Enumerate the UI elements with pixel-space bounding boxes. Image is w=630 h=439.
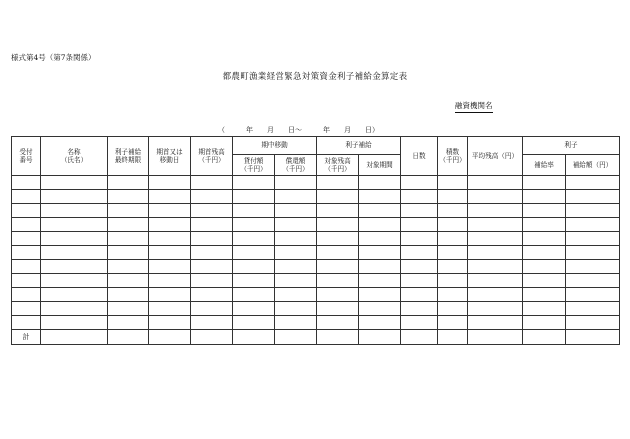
table-cell[interactable]	[275, 218, 317, 232]
table-cell[interactable]	[566, 288, 620, 302]
table-cell[interactable]	[191, 232, 233, 246]
table-cell[interactable]	[12, 218, 41, 232]
table-cell[interactable]	[359, 274, 401, 288]
table-cell[interactable]	[275, 190, 317, 204]
table-cell[interactable]	[41, 246, 108, 260]
table-cell[interactable]	[149, 246, 191, 260]
table-row	[12, 288, 620, 302]
table-cell[interactable]	[233, 218, 275, 232]
header-subsidy-deadline: 利子補給 最終期限	[108, 137, 149, 176]
calculation-period: （ 年 月 日〜 年 月 日）	[218, 126, 379, 134]
table-cell[interactable]	[468, 302, 523, 316]
total-cell[interactable]	[523, 330, 566, 345]
table-cell[interactable]	[191, 218, 233, 232]
table-cell[interactable]	[191, 190, 233, 204]
table-cell[interactable]	[523, 232, 566, 246]
table-cell[interactable]	[317, 288, 359, 302]
table-cell[interactable]	[12, 246, 41, 260]
table-cell[interactable]	[438, 274, 468, 288]
table-cell[interactable]	[317, 190, 359, 204]
total-cell[interactable]	[108, 330, 149, 345]
table-cell[interactable]	[468, 232, 523, 246]
table-cell[interactable]	[108, 232, 149, 246]
table-cell[interactable]	[468, 246, 523, 260]
table-cell[interactable]	[401, 260, 438, 274]
interest-subsidy-table	[11, 136, 620, 345]
table-cell[interactable]	[41, 218, 108, 232]
table-cell[interactable]	[438, 232, 468, 246]
table-cell[interactable]	[523, 302, 566, 316]
table-cell[interactable]	[149, 190, 191, 204]
table-cell[interactable]	[317, 246, 359, 260]
table-cell[interactable]	[401, 302, 438, 316]
header-days: 日数	[401, 137, 438, 176]
total-cell[interactable]	[149, 330, 191, 345]
table-cell[interactable]	[12, 274, 41, 288]
table-row	[12, 176, 620, 190]
table-cell[interactable]	[523, 190, 566, 204]
table-cell[interactable]	[149, 288, 191, 302]
table-cell[interactable]	[12, 232, 41, 246]
table-cell[interactable]	[523, 218, 566, 232]
total-cell[interactable]	[41, 330, 108, 345]
table-cell[interactable]	[41, 302, 108, 316]
table-cell[interactable]	[523, 274, 566, 288]
total-cell[interactable]	[468, 330, 523, 345]
header-opening-balance: 期首残高 （千円）	[191, 137, 233, 176]
table-cell[interactable]	[149, 176, 191, 190]
table-cell[interactable]	[438, 204, 468, 218]
table-cell[interactable]	[41, 176, 108, 190]
table-cell[interactable]	[149, 274, 191, 288]
table-cell[interactable]	[233, 176, 275, 190]
table-cell[interactable]	[401, 204, 438, 218]
table-cell[interactable]	[108, 204, 149, 218]
table-cell[interactable]	[317, 232, 359, 246]
table-cell[interactable]	[566, 218, 620, 232]
table-cell[interactable]	[233, 260, 275, 274]
table-cell[interactable]	[523, 288, 566, 302]
table-cell[interactable]	[191, 288, 233, 302]
table-cell[interactable]	[401, 218, 438, 232]
table-cell[interactable]	[523, 260, 566, 274]
table-cell[interactable]	[438, 246, 468, 260]
table-row	[12, 260, 620, 274]
table-cell[interactable]	[41, 316, 108, 330]
header-subsidy-group: 利子補給	[317, 137, 401, 155]
table-cell[interactable]	[108, 218, 149, 232]
table-cell[interactable]	[233, 274, 275, 288]
table-cell[interactable]	[468, 204, 523, 218]
table-cell[interactable]	[566, 232, 620, 246]
table-cell[interactable]	[149, 204, 191, 218]
table-cell[interactable]	[359, 232, 401, 246]
table-cell[interactable]	[401, 190, 438, 204]
table-cell[interactable]	[275, 176, 317, 190]
header-accumulated: 積数 （千円）	[438, 137, 468, 176]
table-cell[interactable]	[317, 316, 359, 330]
table-cell[interactable]	[566, 190, 620, 204]
header-target-period: 対象期間	[359, 155, 401, 176]
table-cell[interactable]	[566, 204, 620, 218]
table-cell[interactable]	[149, 232, 191, 246]
table-cell[interactable]	[12, 302, 41, 316]
table-cell[interactable]	[468, 316, 523, 330]
table-cell[interactable]	[149, 260, 191, 274]
total-cell[interactable]	[191, 330, 233, 345]
table-cell[interactable]	[438, 288, 468, 302]
table-cell[interactable]	[566, 316, 620, 330]
table-cell[interactable]	[41, 232, 108, 246]
table-cell[interactable]	[401, 176, 438, 190]
table-cell[interactable]	[566, 274, 620, 288]
table-cell[interactable]	[566, 302, 620, 316]
table-cell[interactable]	[12, 260, 41, 274]
table-cell[interactable]	[438, 190, 468, 204]
table-cell[interactable]	[108, 316, 149, 330]
table-cell[interactable]	[468, 260, 523, 274]
total-label: 計	[12, 330, 41, 345]
table-cell[interactable]	[191, 260, 233, 274]
table-cell[interactable]	[523, 246, 566, 260]
table-cell[interactable]	[41, 288, 108, 302]
table-cell[interactable]	[438, 302, 468, 316]
total-cell[interactable]	[317, 330, 359, 345]
table-cell[interactable]	[275, 246, 317, 260]
table-cell[interactable]	[12, 316, 41, 330]
table-row	[12, 232, 620, 246]
table-cell[interactable]	[275, 260, 317, 274]
table-row	[12, 316, 620, 330]
table-cell[interactable]	[468, 274, 523, 288]
table-row	[12, 190, 620, 204]
table-cell[interactable]	[12, 190, 41, 204]
document-title: 都農町漁業経営緊急対策資金利子補給金算定表	[222, 72, 408, 82]
table-cell[interactable]	[41, 190, 108, 204]
header-target-balance: 対象残高 （千円）	[317, 155, 359, 176]
table-cell[interactable]	[359, 246, 401, 260]
table-cell[interactable]	[317, 302, 359, 316]
table-row	[12, 274, 620, 288]
table-cell[interactable]	[233, 302, 275, 316]
table-cell[interactable]	[438, 176, 468, 190]
total-cell[interactable]	[566, 330, 620, 345]
table-cell[interactable]	[149, 316, 191, 330]
table-cell[interactable]	[438, 260, 468, 274]
table-cell[interactable]	[523, 176, 566, 190]
table-cell[interactable]	[468, 176, 523, 190]
table-cell[interactable]	[566, 246, 620, 260]
total-cell[interactable]	[401, 330, 438, 345]
table-cell[interactable]	[275, 274, 317, 288]
table-cell[interactable]	[108, 274, 149, 288]
table-cell[interactable]	[41, 274, 108, 288]
table-cell[interactable]	[191, 302, 233, 316]
table-cell[interactable]	[523, 316, 566, 330]
table-cell[interactable]	[108, 288, 149, 302]
table-cell[interactable]	[317, 260, 359, 274]
table-cell[interactable]	[359, 176, 401, 190]
table-cell[interactable]	[12, 204, 41, 218]
header-average-balance: 平均残高（円）	[468, 137, 523, 176]
table-cell[interactable]	[438, 218, 468, 232]
table-cell[interactable]	[401, 246, 438, 260]
table-cell[interactable]	[233, 190, 275, 204]
header-repayment-amount: 償還額 （千円）	[275, 155, 317, 176]
header-loan-amount: 貸付額 （千円）	[233, 155, 275, 176]
table-cell[interactable]	[359, 190, 401, 204]
table-cell[interactable]	[191, 204, 233, 218]
table-cell[interactable]	[275, 316, 317, 330]
table-cell[interactable]	[359, 260, 401, 274]
table-cell[interactable]	[233, 288, 275, 302]
table-cell[interactable]	[317, 176, 359, 190]
table-cell[interactable]	[12, 176, 41, 190]
table-cell[interactable]	[317, 204, 359, 218]
table-cell[interactable]	[108, 302, 149, 316]
table-cell[interactable]	[359, 218, 401, 232]
total-row	[12, 330, 620, 345]
header-start-or-move-date: 期首又は 移動日	[149, 137, 191, 176]
table-cell[interactable]	[41, 204, 108, 218]
table-cell[interactable]	[401, 316, 438, 330]
table-cell[interactable]	[191, 274, 233, 288]
header-receipt-no: 受付 番号	[12, 137, 41, 176]
table-cell[interactable]	[233, 204, 275, 218]
table-cell[interactable]	[12, 288, 41, 302]
table-cell[interactable]	[468, 288, 523, 302]
table-cell[interactable]	[41, 260, 108, 274]
table-cell[interactable]	[317, 218, 359, 232]
table-cell[interactable]	[566, 260, 620, 274]
table-row	[12, 302, 620, 316]
table-cell[interactable]	[438, 316, 468, 330]
table-cell[interactable]	[149, 302, 191, 316]
table-cell[interactable]	[359, 204, 401, 218]
table-cell[interactable]	[149, 218, 191, 232]
table-cell[interactable]	[191, 246, 233, 260]
table-cell[interactable]	[401, 232, 438, 246]
form-number: 様式第4号（第7条関係）	[11, 53, 96, 62]
header-subsidy-rate: 補給率	[523, 155, 566, 176]
table-cell[interactable]	[566, 176, 620, 190]
header-movement-group: 期中移動	[233, 137, 317, 155]
table-cell[interactable]	[468, 218, 523, 232]
table-cell[interactable]	[108, 176, 149, 190]
table-cell[interactable]	[359, 302, 401, 316]
table-cell[interactable]	[468, 190, 523, 204]
financial-institution-label: 融資機関名	[455, 100, 493, 113]
table-cell[interactable]	[275, 288, 317, 302]
total-cell[interactable]	[275, 330, 317, 345]
header-subsidy-amount: 補給額（円）	[566, 155, 620, 176]
table-cell[interactable]	[108, 260, 149, 274]
table-cell[interactable]	[275, 232, 317, 246]
table-cell[interactable]	[401, 274, 438, 288]
table-cell[interactable]	[275, 302, 317, 316]
header-interest-group: 利子	[523, 137, 620, 155]
table-cell[interactable]	[233, 316, 275, 330]
table-cell[interactable]	[191, 316, 233, 330]
table-cell[interactable]	[233, 246, 275, 260]
table-cell[interactable]	[108, 190, 149, 204]
table-cell[interactable]	[401, 288, 438, 302]
total-cell[interactable]	[233, 330, 275, 345]
total-cell[interactable]	[438, 330, 468, 345]
table-cell[interactable]	[359, 288, 401, 302]
table-cell[interactable]	[359, 316, 401, 330]
table-row	[12, 204, 620, 218]
table-cell[interactable]	[317, 274, 359, 288]
total-cell[interactable]	[359, 330, 401, 345]
table-row	[12, 218, 620, 232]
table-cell[interactable]	[523, 204, 566, 218]
table-cell[interactable]	[275, 204, 317, 218]
table-cell[interactable]	[108, 246, 149, 260]
table-cell[interactable]	[191, 176, 233, 190]
table-row	[12, 246, 620, 260]
table-cell[interactable]	[233, 232, 275, 246]
header-name: 名称 （氏名）	[41, 137, 108, 176]
